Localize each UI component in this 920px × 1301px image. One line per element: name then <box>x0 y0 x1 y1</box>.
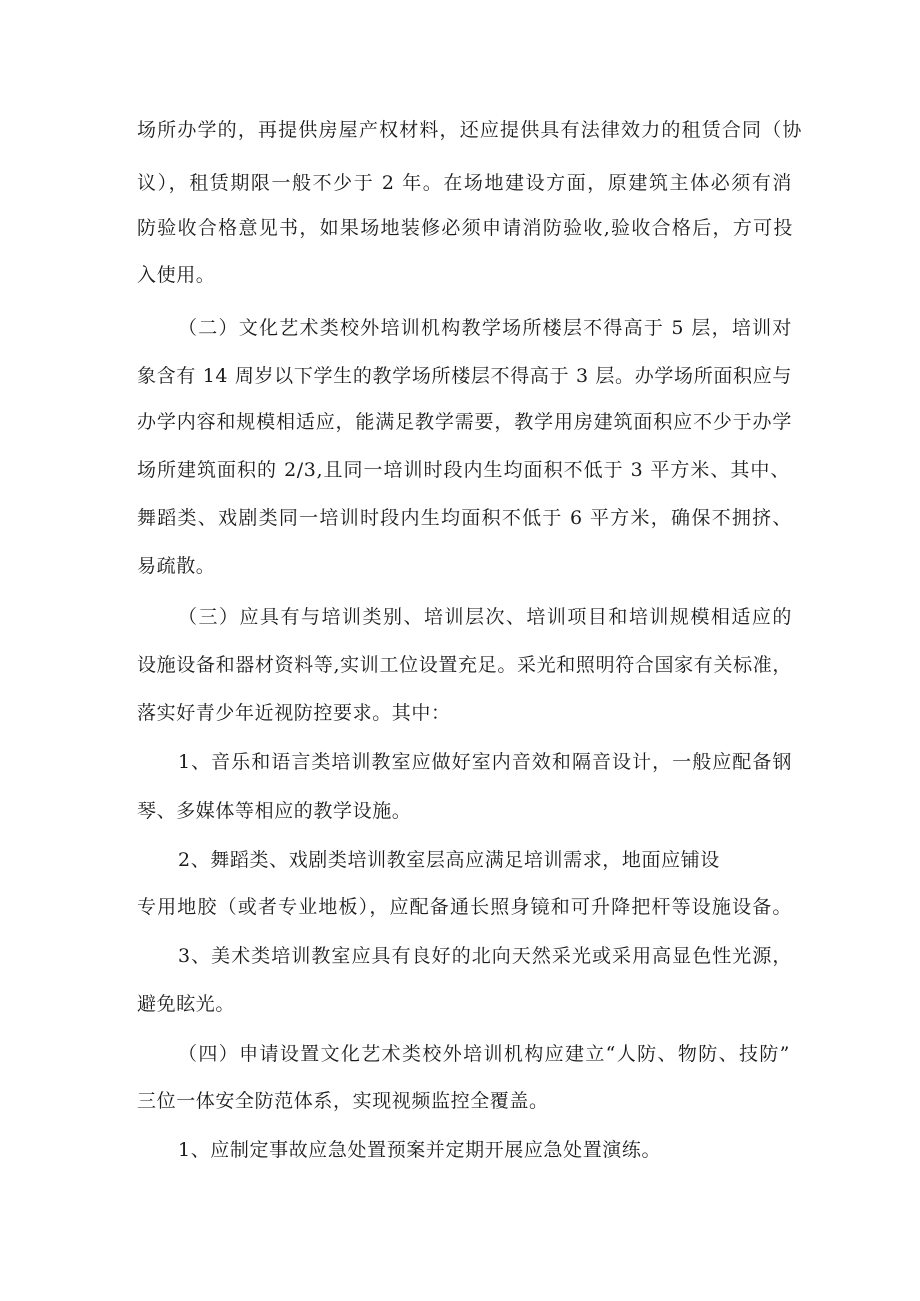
text-line: 象含有 14 周岁以下学生的教学场所楼层不得高于 3 层。办学场所面积应与 <box>137 365 792 387</box>
text-line: 避免眩光。 <box>137 993 236 1015</box>
text-line: 三位一体安全防范体系，实现视频监控全覆盖。 <box>137 1090 549 1112</box>
text-line: 易疏散。 <box>137 555 216 577</box>
text-line: 舞蹈类、戏剧类同一培训时段内生均面积不低于 6 平方米，确保不拥挤、 <box>137 507 792 529</box>
text-line: 设施设备和器材资料等,实训工位设置充足。采光和照明符合国家有关标准， <box>137 654 792 676</box>
text-line: 3、美术类培训教室应具有良好的北向天然采光或采用高显色性光源， <box>178 945 792 967</box>
text-line: 场所办学的，再提供房屋产权材料，还应提供具有法律效力的租赁合同（协 <box>137 119 802 141</box>
text-line: 1、音乐和语言类培训教室应做好室内音效和隔音设计，一般应配备钢 <box>178 751 792 773</box>
text-line: 落实好青少年近视防控要求。其中： <box>137 702 451 724</box>
text-line: 议），租赁期限一般不少于 2 年。在场地建设方面，原建筑主体必须有消 <box>137 172 792 194</box>
text-line: （二）文化艺术类校外培训机构教学场所楼层不得高于 5 层，培训对 <box>178 317 792 339</box>
text-line: 1、应制定事故应急处置预案并定期开展应急处置演练。 <box>178 1139 662 1161</box>
text-line: （四）申请设置文化艺术类校外培训机构应建立“人防、物防、技防” <box>178 1043 790 1065</box>
text-line: 入使用。 <box>137 264 216 286</box>
text-line: 专用地胶（或者专业地板），应配备通长照身镜和可升降把杆等设施设备。 <box>137 896 792 918</box>
text-line: 场所建筑面积的 2/3,且同一培训时段内生均面积不低于 3 平方米、其中、 <box>137 459 790 481</box>
text-line: 办学内容和规模相适应，能满足教学需要，教学用房建筑面积应不少于办学 <box>137 411 792 433</box>
text-line: 琴、多媒体等相应的教学设施。 <box>137 800 412 822</box>
text-line: （三）应具有与培训类别、培训层次、培训项目和培训规模相适应的 <box>178 606 792 628</box>
text-line: 2、舞蹈类、戏剧类培训教室层高应满足培训需求，地面应铺设 <box>178 849 720 871</box>
text-line: 防验收合格意见书，如果场地装修必须申请消防验收,验收合格后，方可投 <box>137 217 793 239</box>
